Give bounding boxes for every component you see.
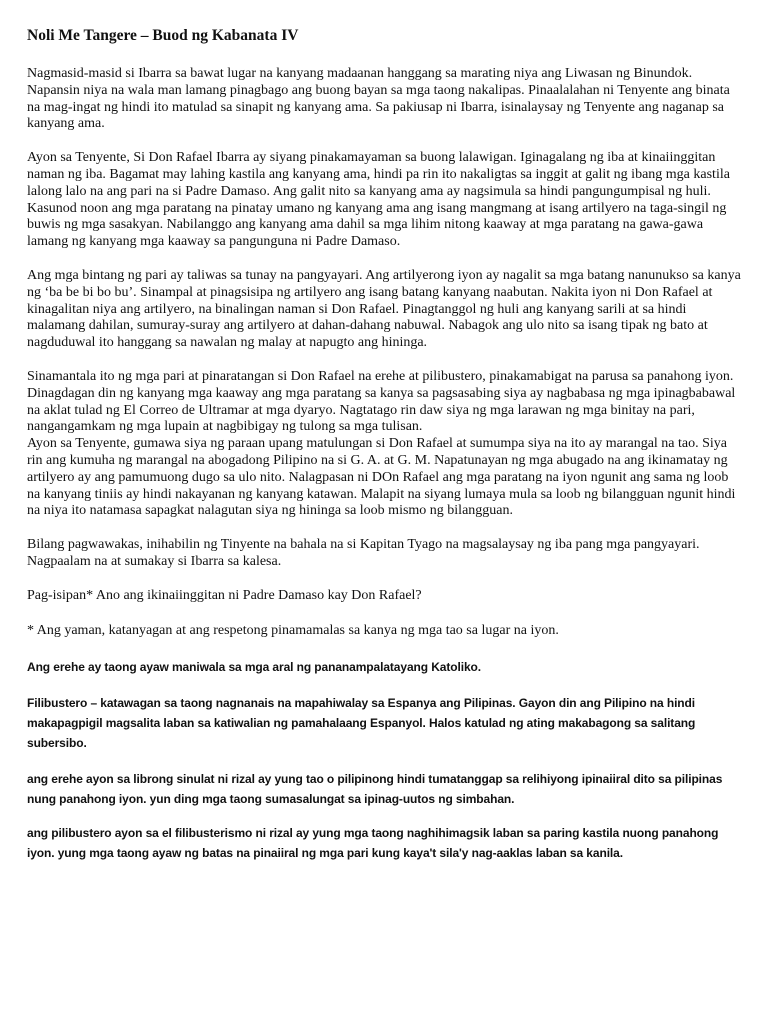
paragraph-don-rafael: Ayon sa Tenyente, Si Don Rafael Ibarra ay siyang pinakamayaman sa buong lalawigan. Iginagalang ng iba at kinaiinggitan naman ng iba. Bagamat may lahing kastila ang kanyang ama, hindi pa rin ito nakaligtas sa inggit at galit ng ibang mga kastila lalong lalo na ang pari na si Padre Damaso. Ang galit nito sa kanyang ama ay nagsimula sa hindi pangungumpisal ng huli. Kasunod noon ang mga paratang na pinatay umano ng kanyang ama ang isang mangmang at isang artilyero na taga-singil ng buwis ng mga sasakyan. Nabilanggo ang kanyang ama dahil sa mga lihim nitong kaaway at mga paratang na gawa-gawa lamang ng kanyang mga kaaway sa pangunguna ni Padre Damaso.	[27, 150, 730, 250]
note-erehe: Ang erehe ay taong ayaw maniwala sa mga aral ng pananampalatayang Katoliko.	[27, 660, 481, 675]
note-pilibustero-rizal: ang pilibustero ayon sa el filibusterismo ni rizal ay yung mga taong naghihimagsik laban sa paring kastila nuong panahong iyon. yung mga taong ayaw ng batas na pinaiiral ng mga pari kung kaya't sila'y nag-aaklas laban sa kanila.	[27, 826, 719, 861]
answer: * Ang yaman, katanyagan at ang respetong pinamamalas sa kanya ng mga tao sa lugar na iyon.	[27, 622, 559, 638]
paragraph-accusations: Ang mga bintang ng pari ay taliwas sa tunay na pangyayari. Ang artilyerong iyon ay nagalit sa mga batang nanunukso sa kanya ng ‘ba be bi bo bu’. Sinampal at pinagsisipa ng artilyero ang isang batang kanyang naabutan. Nakita iyon ni Don Rafael at kinagalitan niya ang artilyero, na binalingan naman si Don Rafael. Pinagtanggol ng huli ang kanyang sarili at sa hindi malamang dahilan, sumuray-suray ang artilyero at dahan-dahang nabuwal. Nabagok ang ulo nito sa isang tipak ng bato at nagduduwal ito hanggang sa nawalan ng malay at napugto ang hininga.	[27, 267, 741, 351]
document-page	[27, 26, 745, 877]
document-title: Noli Me Tangere – Buod ng Kabanata IV	[27, 27, 299, 44]
note-erehe-rizal: ang erehe ayon sa librong sinulat ni rizal ay yung tao o pilipinong hindi tumatanggap sa relihiyong ipinaiiral dito sa pilipinas nung panahong iyon. yun ding mga taong sumasalungat sa ipinag-uutos ng simbahan.	[27, 772, 723, 807]
note-filibustero: Filibustero – katawagan sa taong nagnanais na mapahiwalay sa Espanya ang Pilipinas. Gayon din ang Pilipino na hindi makapagpigil magsalita laban sa katiwalian ng pamahalaang Espanyol. Halos katulad ng ating makabagong sa salitang subersibo.	[27, 696, 696, 751]
question: Pag-isipan* Ano ang ikinaiinggitan ni Padre Damaso kay Don Rafael?	[27, 587, 422, 603]
paragraph-conclusion: Bilang pagwawakas, inihabilin ng Tinyente na bahala na si Kapitan Tyago na magsalaysay ng iba pang mga pangyayari. Nagpaalam na at sumakay si Ibarra sa kalesa.	[27, 537, 700, 569]
paragraph-tenyente-help: Ayon sa Tenyente, gumawa siya ng paraan upang matulungan si Don Rafael at sumumpa siya na ito ay marangal na tao. Siya rin ang kumuha ng marangal na abogadong Pilipino na si G. A. at G. M. Napatunayan ng mga abugado na ang ikinamatay ng artilyero ay ang pamumuong dugo sa ulo nito. Nalagpasan ni DOn Rafael ang mga paratang na iyon ngunit ang sama ng loob na kanyang tiniis ay hindi nakayanan ng kanyang katawan. Malapit na siyang lumaya mula sa loob ng bilangguan ngunit hindi na niya ito natamasa sapagkat nalagutan siya ng hininga sa loob mismo ng bilangguan.	[27, 436, 736, 519]
paragraph-intro: Nagmasid-masid si Ibarra sa bawat lugar na kanyang madaanan hanggang sa marating niya ang Liwasan ng Binundok. Napansin niya na wala man lamang pinagbago ang buong bayan sa mga taong nakalipas. Pinaalalahan ni Tenyente ang binata na mag-ingat ng hindi ito matulad sa sinapit ng kanyang ama. Sa pakiusap ni Ibarra, isinalaysay ng Tenyente ang naganap sa kanyang ama.	[27, 66, 730, 132]
paragraph-friars: Sinamantala ito ng mga pari at pinaratangan si Don Rafael na erehe at pilibustero, pinakamabigat na parusa sa panahong iyon. Dinagdagan din ng kanyang mga kaaway ang mga paratang sa kanya sa pagsasabing siya ay nagbabasa ng mga ipinagbabawal na aklat tulad ng El Correo de Ultramar at mga dyaryo. Nagtatago rin daw siya ng mga larawan ng mga binitay na pari, nangangamkam ng mga lupain at nagbibigay ng tulong sa mga tulisan.	[27, 368, 736, 435]
